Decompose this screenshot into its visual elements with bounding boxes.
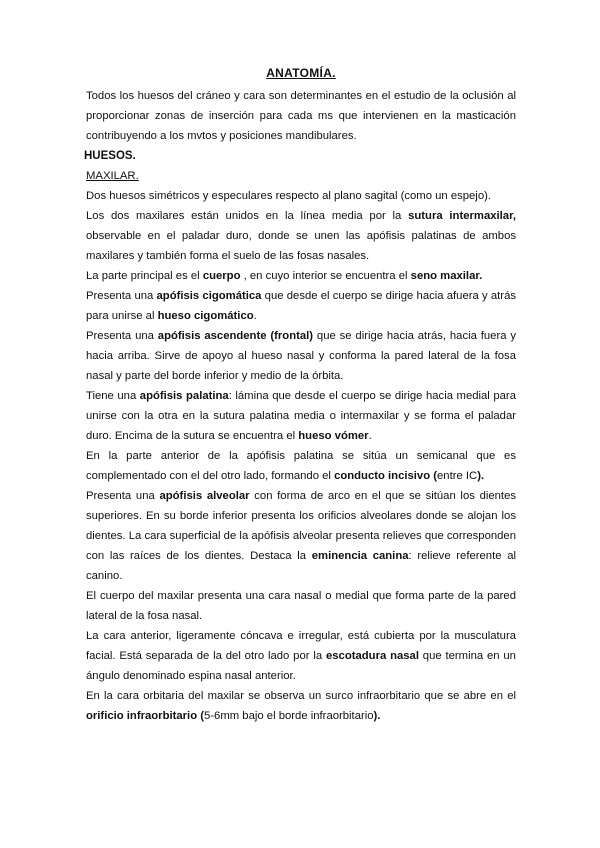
term-apofisis-palatina: apófisis palatina <box>139 390 229 402</box>
paragraph-9: El cuerpo del maxilar presenta una cara nasal o medial que forma parte de la pared lateral de la fosa nasal. <box>86 590 516 622</box>
paragraph-10: La cara anterior, ligeramente cóncava e irregular, está cubierta por la musculatura facial. Está separada de la del otro lado por la escotadura nasal que termina en un ángulo denominado espina nasal anterior. <box>86 630 516 682</box>
subsection-heading: MAXILAR. <box>86 170 139 182</box>
document-page <box>86 66 516 726</box>
paragraph-1: Dos huesos simétricos y especulares respecto al plano sagital (como un espejo). <box>86 190 492 202</box>
term-hueso-vomer: hueso vómer <box>298 430 369 442</box>
term-sutura-intermaxilar: sutura intermaxilar, <box>408 210 516 222</box>
page-title: ANATOMÍA. <box>266 66 336 80</box>
term-eminencia-canina: eminencia canina <box>311 550 409 562</box>
term-hueso-cigomatico: hueso cigomático <box>157 310 254 322</box>
paragraph-6: Tiene una apófisis palatina: lámina que desde el cuerpo se dirige hacia medial para unirse con la otra en la sutura palatina media o intermaxilar y se forma el paladar duro. Encima de la sutura se encuentra el hueso vómer. <box>86 390 516 442</box>
term-orificio-infraorbitario: orificio infraorbitario ( <box>86 710 204 722</box>
term-escotadura-nasal: escotadura nasal <box>325 650 419 662</box>
term-conducto-incisivo: conducto incisivo ( <box>334 470 437 482</box>
paragraph-5: Presenta una apófisis ascendente (frontal) que se dirige hacia atrás, hacia fuera y hacia arriba. Sirve de apoyo al hueso nasal y conforma la pared lateral de la fosa nasal y parte del borde inferior y medio de la órbita. <box>86 330 517 382</box>
term-apofisis-ascendente: apófisis ascendente (frontal) <box>157 330 314 342</box>
term-apofisis-cigomatica: apófisis cigomática <box>156 290 262 302</box>
section-heading: HUESOS. <box>84 150 136 162</box>
paragraph-8: Presenta una apófisis alveolar con forma de arco en el que se sitúan los dientes superiores. En su borde inferior presenta los orificios alveolares donde se alojan los dientes. La cara superficial de la apófisis alveolar presenta relieves que corresponden con las raíces de los dientes. Destaca la eminencia canina: relieve referente al canino. <box>86 490 516 582</box>
term-seno-maxilar: seno maxilar. <box>410 270 483 282</box>
paragraph-2: Los dos maxilares están unidos en la línea media por la sutura intermaxilar, observable en el paladar duro, donde se unen las apófisis palatinas de ambos maxilares y también forma el suelo de las fosas nasales. <box>86 210 516 262</box>
intro-paragraph: Todos los huesos del cráneo y cara son determinantes en el estudio de la oclusión al proporcionar zonas de inserción para cada ms que intervienen en la masticación contribuyendo a los mvtos y posiciones mandibulares. <box>86 90 516 142</box>
term-apofisis-alveolar: apófisis alveolar <box>159 490 250 502</box>
paragraph-3: La parte principal es el cuerpo , en cuyo interior se encuentra el seno maxilar. <box>86 270 483 282</box>
paragraph-11: En la cara orbitaria del maxilar se observa un surco infraorbitario que se abre en el orificio infraorbitario (5-6mm bajo el borde infraorbitario). <box>86 690 516 722</box>
paragraph-7: En la parte anterior de la apófisis palatina se sitúa un semicanal que es complementado con el del otro lado, formando el conducto incisivo (entre IC). <box>86 450 516 482</box>
paragraph-4: Presenta una apófisis cigomática que desde el cuerpo se dirige hacia afuera y atrás para unirse al hueso cigomático. <box>86 290 517 322</box>
term-cuerpo: cuerpo <box>202 270 241 282</box>
